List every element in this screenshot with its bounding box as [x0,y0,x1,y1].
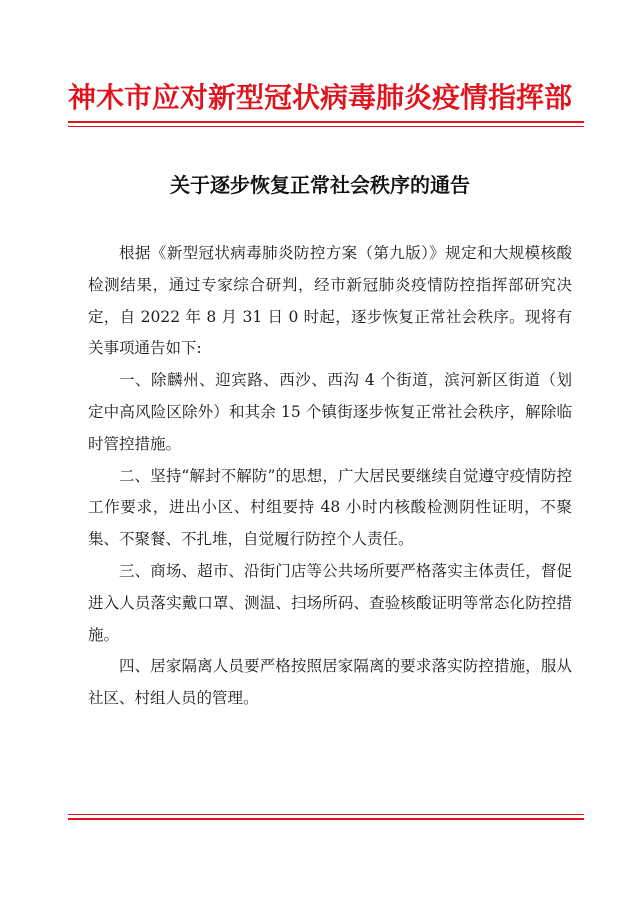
footer-divider-thick [68,818,584,820]
notice-body [88,238,572,715]
paragraph-item-1: 一、除麟州、迎宾路、西沙、西沟 4 个街道，滨河新区街道（划定中高风险区除外）和其余 15 个镇街逐步恢复正常社会秩序，解除临时管控措施。 [88,371,572,453]
paragraph-item-4: 四、居家隔离人员要严格按照居家隔离的要求落实防控措施，服从社区、村组人员的管理。 [88,657,572,708]
header-divider-thick [68,121,584,123]
notice-title: 关于逐步恢复正常社会秩序的通告 [170,173,470,197]
issuing-authority-header: 神木市应对新型冠状病毒肺炎疫情指挥部 [67,81,572,114]
paragraph-intro: 根据《新型冠状病毒肺炎防控方案（第九版）》规定和大规模核酸检测结果，通过专家综合研判，经市新冠肺炎疫情防控指挥部研究决定，自 2022 年 8 月 31 日 0 时起，逐步恢复正常社会秩序。现将有关事项通告如下: [88,244,572,358]
paragraph-item-3: 三、商场、超市、沿街门店等公共场所要严格落实主体责任，督促进入人员落实戴口罩、测温、扫场所码、查验核酸证明等常态化防控措施。 [88,561,572,644]
paragraph-item-2: 二、坚持“解封不解防”的思想，广大居民要继续自觉遵守疫情防控工作要求，进出小区、村组要持 48 小时内核酸检测阴性证明，不聚集、不聚餐、不扎堆，自觉履行防控个人责任。 [88,466,572,549]
footer-divider-thin [68,814,584,815]
header-divider-thin [68,126,584,127]
